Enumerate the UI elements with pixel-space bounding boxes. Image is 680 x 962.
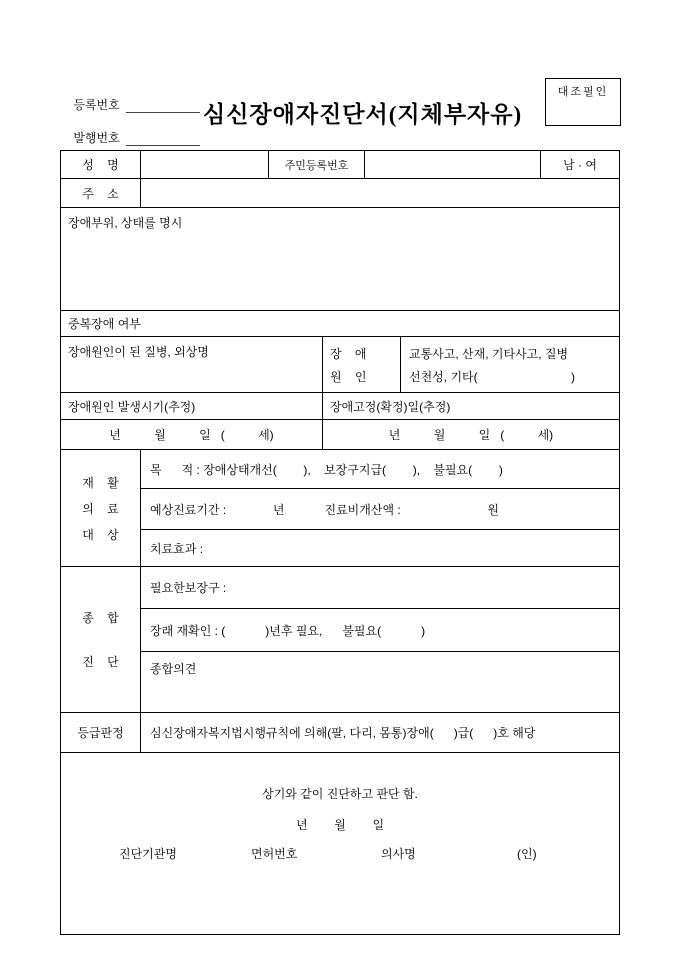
overall-diagnosis-label-cell [61,567,141,712]
signature-line[interactable] [61,845,619,861]
address-label: 주 소 [82,186,119,201]
cause-header-cell [323,337,401,392]
registration-number-field[interactable] [126,99,200,113]
verification-seal-box[interactable] [545,78,621,126]
required-device-cell[interactable] [141,567,619,609]
resident-number-input-cell[interactable] [365,151,541,178]
overall-section-row [61,567,619,713]
footer-date-line[interactable]: 년 월 일 [295,818,385,832]
rehab-purpose-cell[interactable] [141,450,619,489]
grade-content-label: 심신장애자복지법시행규칙에 의해(팔, 다리, 몸통)장애( )급( )호 해당 [150,726,536,740]
date-input-row [61,420,619,450]
cause-header-line2: 원 인 [330,369,367,384]
grade-label: 등급판정 [77,726,124,740]
form-title: 심신장애자진단서(지체부자유) [203,102,523,127]
grade-content-cell[interactable] [141,713,619,752]
required-device-label: 필요한보장구 : [150,581,227,595]
rehab-target-label-line3: 대 상 [82,527,119,542]
footer-statement: 상기와 같이 진단하고 판단 함. [262,787,418,801]
rehab-effect-cell[interactable] [141,530,619,566]
cause-options-line2: 선천성, 기타( ) [409,369,575,384]
future-recheck-label: 장래 재확인 : ( )년후 필요, 불필요( ) [150,623,426,638]
gender-label: 남 · 여 [563,158,597,172]
footer-row [61,753,619,934]
rehab-target-label-line2: 의 료 [82,501,119,516]
name-input-cell[interactable] [141,151,269,178]
cause-row [61,337,619,393]
cause-disease-label: 장애원인이 된 질병, 외상명 [68,345,209,359]
name-label: 성 명 [82,158,119,172]
multiple-disability-cell[interactable] [61,311,619,336]
address-input-cell[interactable] [141,179,619,207]
name-label-cell [61,151,141,178]
onset-date-template: 년 월 일 ( 세) [109,428,274,442]
cause-options-cell[interactable] [401,337,619,392]
future-recheck-cell[interactable] [141,609,619,652]
verification-seal-label: 대조필인 [557,86,609,98]
onset-time-label-cell [61,393,323,419]
multiple-disability-row [61,311,619,337]
overall-diagnosis-label-line1: 종 합 [82,611,119,625]
address-row [61,179,619,208]
cause-header-line1: 장 애 [330,346,367,361]
cause-disease-cell[interactable] [61,337,323,392]
seal-mark-label: (인) [517,847,537,861]
cause-options-line1: 교통사고, 산재, 기타사고, 질병 [409,346,569,361]
org-name-label: 진단기관명 [119,847,177,861]
onset-time-label: 장애원인 발생시기(추정) [68,399,196,414]
doctor-name-label: 의사명 [381,847,416,861]
fixed-date-label-cell [323,393,619,419]
resident-number-label-cell [269,151,365,178]
address-label-cell [61,179,141,207]
form-table [60,150,620,935]
fixed-date-template: 년 월 일 ( 세) [388,428,554,442]
issue-number-field[interactable] [126,132,200,146]
overall-opinion-label: 종합의견 [150,662,197,676]
grade-label-cell [61,713,141,752]
rehab-target-label-cell [61,450,141,566]
rehab-purpose-label: 목 적 : 장애상태개선( ), 보장구지급( ), 불필요( ) [150,462,503,477]
registration-number-label: 등록번호 [73,98,120,112]
name-row [61,151,619,179]
issue-number-label: 발행번호 [73,131,120,145]
disability-area-cell[interactable] [61,208,619,310]
rehab-period-cell[interactable] [141,489,619,530]
rehab-effect-label: 치료효과 : [150,541,204,556]
onset-date-input-cell[interactable] [61,420,323,449]
rehab-target-label-line1: 재 활 [82,475,119,490]
footer-cell [61,753,619,934]
overall-diagnosis-label-line2: 진 단 [82,655,119,669]
fixed-date-input-cell[interactable] [323,420,619,449]
license-number-label: 면허번호 [251,847,298,861]
resident-number-label: 주민등록번호 [284,159,349,172]
disability-area-row [61,208,619,311]
grade-row [61,713,619,753]
disability-area-label: 장애부위, 상태를 명시 [68,216,183,230]
rehab-period-label: 예상진료기간 : 년 진료비개산액 : 원 [150,502,499,517]
fixed-date-label: 장애고정(확정)일(추정) [330,399,451,414]
gender-choice-cell[interactable] [541,151,619,178]
rehab-section-row [61,450,619,567]
date-header-row [61,393,619,420]
multiple-disability-label: 중복장애 여부 [68,317,141,331]
overall-opinion-cell[interactable] [141,652,619,712]
